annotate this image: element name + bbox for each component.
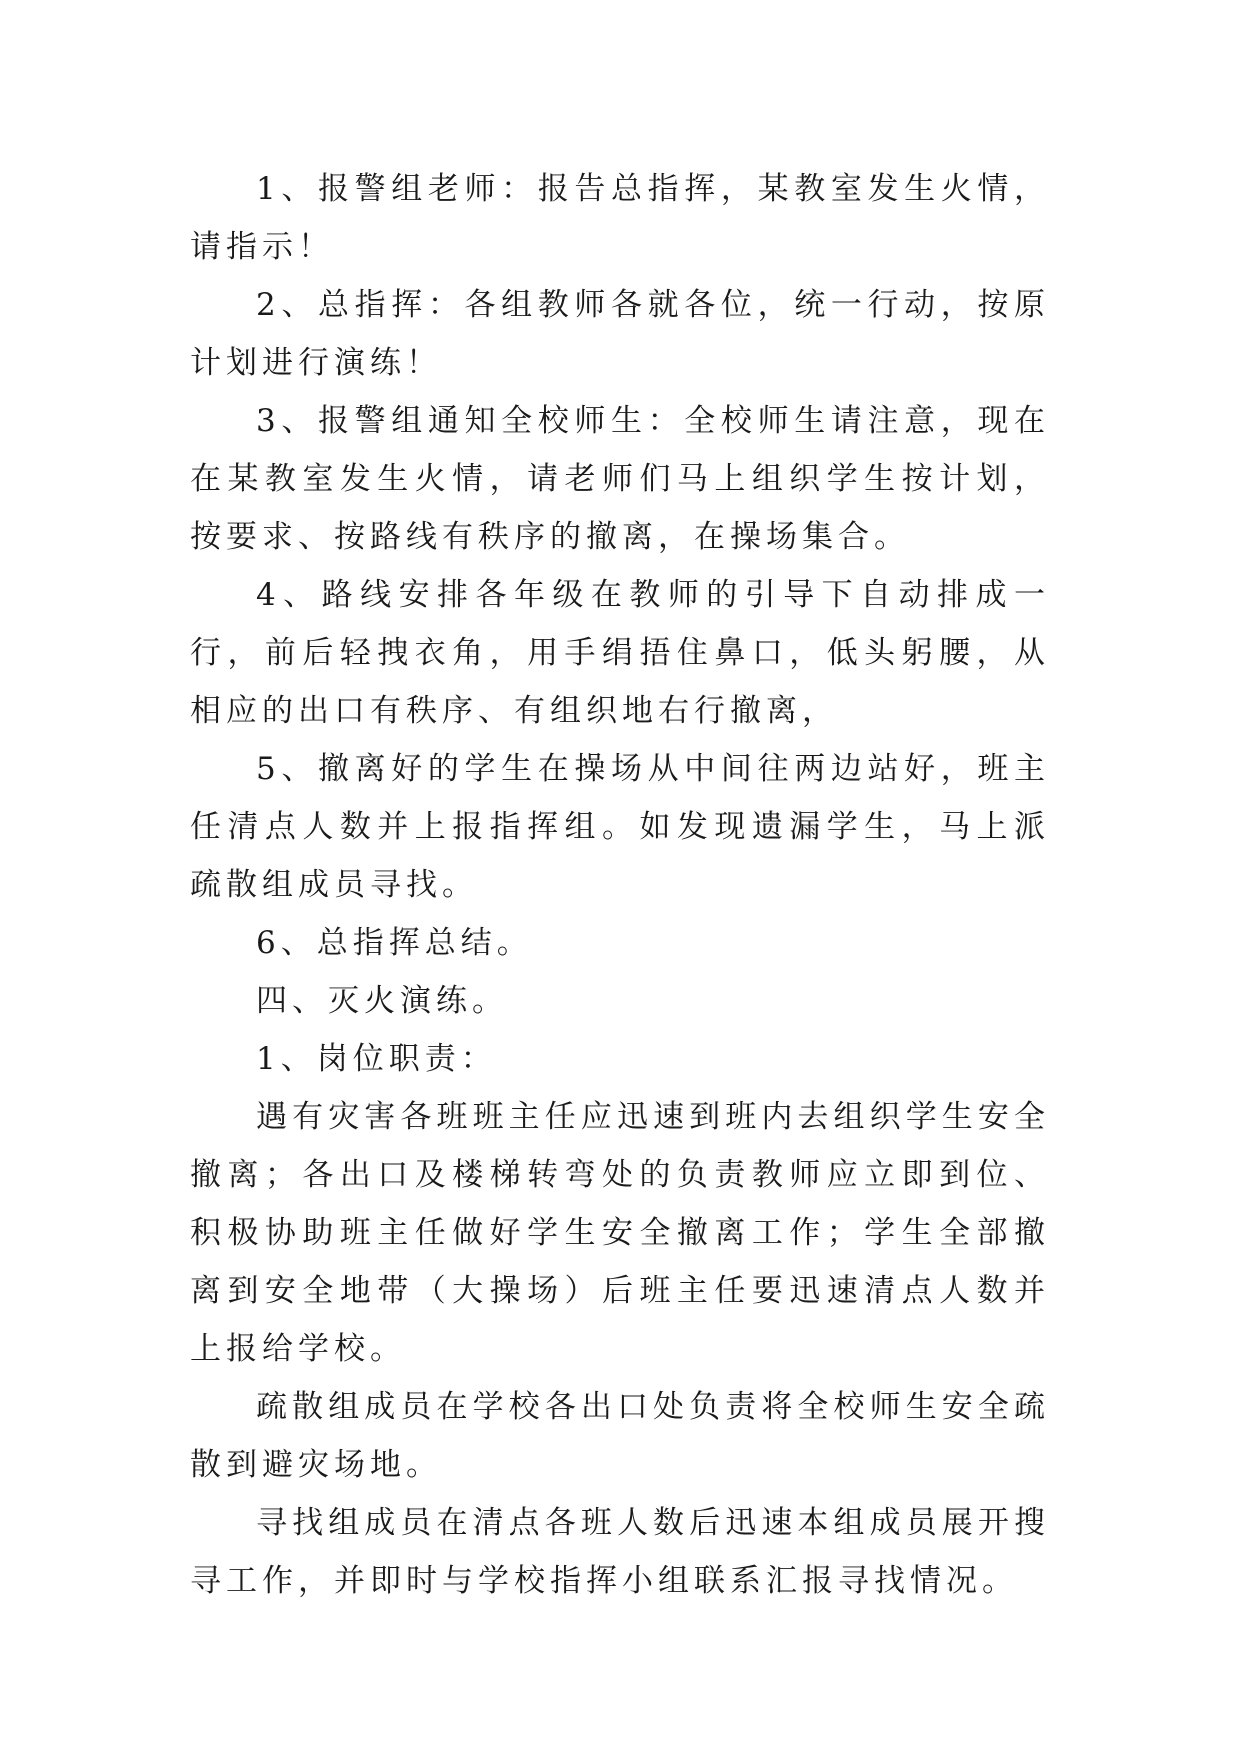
paragraph-headcount: 5、撤离好的学生在操场从中间往两边站好，班主任清点人数并上报指挥组。如发现遗漏学生，马上派疏散组成员寻找。 bbox=[190, 751, 1050, 903]
paragraph-evacuation-group: 疏散组成员在学校各出口处负责将全校师生安全疏散到避灾场地。 bbox=[190, 1389, 1050, 1483]
paragraph-search-group: 寻找组成员在清点各班人数后迅速本组成员展开搜寻工作，并即时与学校指挥小组联系汇报寻找情况。 bbox=[190, 1505, 1050, 1599]
section-heading-fire-drill: 四、灭火演练。 bbox=[256, 983, 508, 1019]
paragraph-alarm-report: 1、报警组老师：报告总指挥，某教室发生火情，请指示！ bbox=[190, 171, 1050, 265]
paragraph-summary: 6、总指挥总结。 bbox=[256, 925, 533, 961]
subheading-duties: 1、岗位职责： bbox=[256, 1041, 497, 1077]
paragraph-teacher-duties: 遇有灾害各班班主任应迅速到班内去组织学生安全撤离；各出口及楼梯转弯处的负责教师应立即到位、积极协助班主任做好学生安全撤离工作；学生全部撤离到安全地带（大操场）后班主任要迅速清点人数并上报给学校。 bbox=[190, 1099, 1050, 1367]
paragraph-commander-order: 2、总指挥：各组教师各就各位，统一行动，按原计划进行演练！ bbox=[190, 287, 1050, 381]
paragraph-route-arrangement: 4、路线安排各年级在教师的引导下自动排成一行，前后轻拽衣角，用手绢捂住鼻口，低头躬腰，从相应的出口有秩序、有组织地右行撤离， bbox=[190, 577, 1050, 729]
paragraph-notify-all: 3、报警组通知全校师生：全校师生请注意，现在在某教室发生火情，请老师们马上组织学生按计划，按要求、按路线有秩序的撤离，在操场集合。 bbox=[190, 403, 1050, 555]
document-body bbox=[190, 160, 1050, 1610]
